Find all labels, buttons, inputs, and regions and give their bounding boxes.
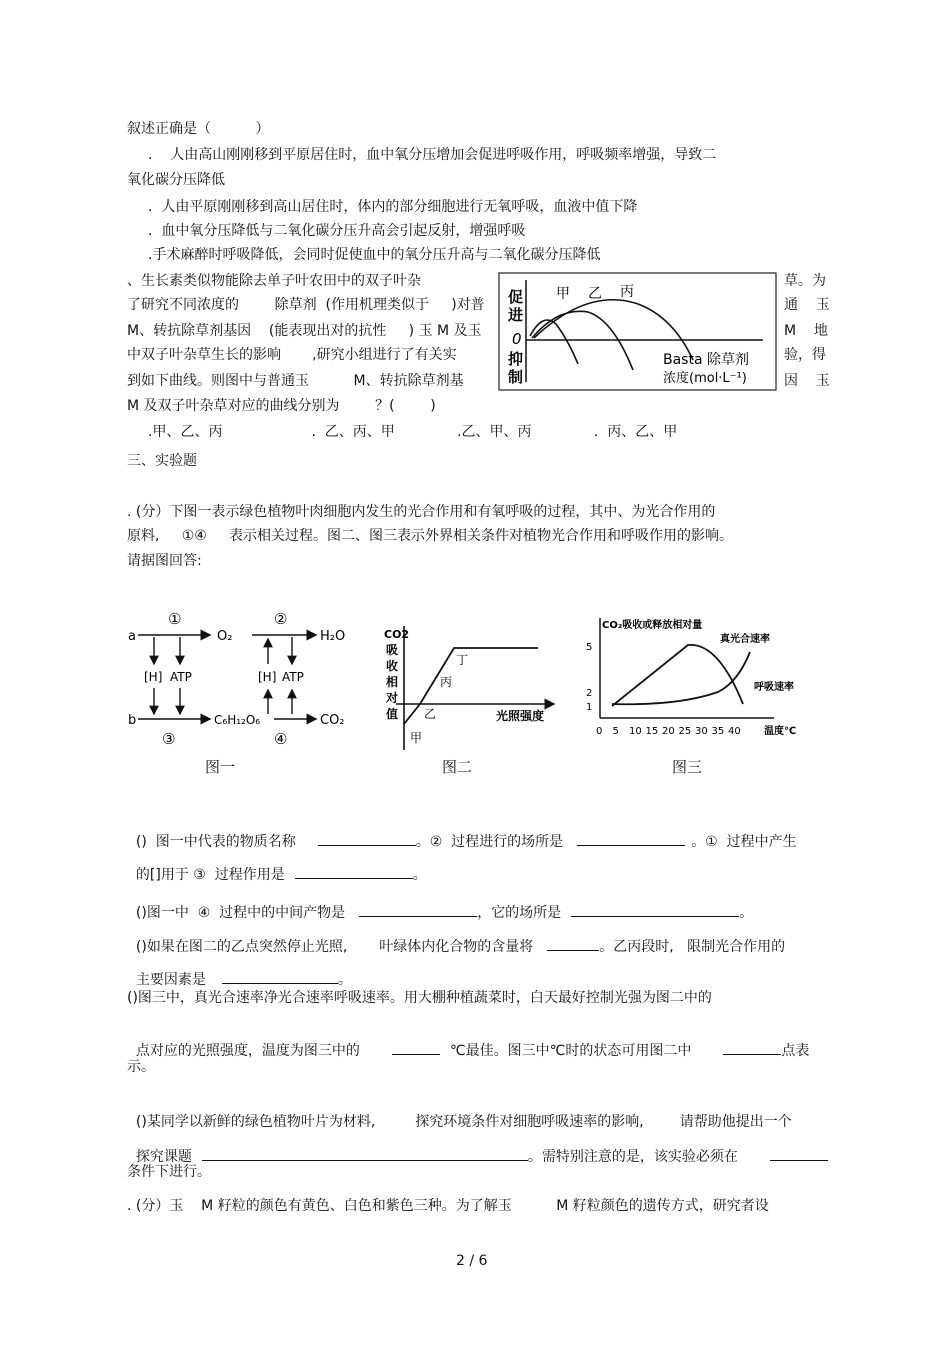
fig3-xtick: 0 (596, 726, 603, 737)
graph-zero: 0 (512, 330, 522, 348)
q3-line2: 原料, ①④ 表示相关过程。图二、图三表示外界相关条件对植物光合作用和呼吸作用的影响。 (127, 528, 734, 544)
sub4-text-d: 点表 (781, 1043, 810, 1059)
process-4: ④ (274, 730, 288, 748)
fig3-ytick-1: 1 (586, 702, 593, 713)
label-h-2: [H] (258, 670, 277, 684)
fig3-real-curve (612, 645, 743, 706)
label-o2: O₂ (217, 629, 233, 644)
option-a-line1: . 人由高山刚刚移到平原居住时，血中氧分压增加会促进呼吸作用，呼吸频率增强，导致二 (148, 147, 717, 163)
blank-8[interactable] (392, 1040, 440, 1055)
label-glucose: C₆H₁₂O₆ (214, 713, 261, 727)
sub4-text-c: ℃最佳。图三中℃时的状态可用图二中 (449, 1043, 692, 1059)
blank-4[interactable] (359, 902, 477, 917)
fig2-ylabel-2: 收 (386, 659, 399, 673)
blank-9[interactable] (723, 1040, 781, 1055)
fig2-point-bing: 丙 (440, 675, 453, 689)
sub5-text-a: ()某同学以新鲜的绿色植物叶片为材料, (135, 1114, 376, 1130)
fig3-ytick-2: 2 (586, 688, 593, 699)
q2-right5: 因 玉 (784, 373, 830, 389)
sub4-line1: ()图三中，真光合速率净光合速率呼吸速率。用大棚种植蔬菜时，白天最好控制光强为图二中的 (127, 990, 712, 1006)
figure-three-caption: 图三 (672, 758, 703, 776)
q2-line1: 、生长素类似物能除去单子叶农田中的双子叶杂 (127, 273, 421, 289)
label-b: b (128, 713, 137, 728)
fig3-real-label: 真光合速率 (720, 634, 770, 645)
fig3-xticks (596, 726, 741, 737)
sub3-text-b: 叶绿体内化合物的含量将 (379, 939, 534, 955)
figure-two (378, 618, 568, 750)
fig3-title: CO₂吸收或释放相对量 (602, 620, 703, 631)
option-d: .手术麻醉时呼吸降低，会同时促使血中的氧分压升高与二氧化碳分压降低 (148, 247, 601, 263)
fig3-ytick-5: 5 (586, 642, 593, 653)
option-b: . 人由平原刚刚移到高山居住时，体内的部分细胞进行无氧呼吸，血液中值下降 (148, 199, 638, 215)
page-number: 2 / 6 (456, 1253, 488, 1269)
sub5-text-c: 请帮助他提出一个 (679, 1114, 792, 1130)
curve-jia (530, 320, 578, 364)
sub1-text-a: () 图一中代表的物质名称 (135, 834, 296, 850)
fig3-resp-label: 呼吸速率 (754, 682, 794, 693)
fig3-xunit: 温度℃ (764, 726, 797, 737)
blank-6[interactable] (547, 936, 599, 951)
curve-bing (534, 300, 693, 360)
fig2-ylabel-3: 相 (386, 675, 399, 689)
fig3-xtick: 5 (612, 726, 619, 737)
sub1-text-c: 。① 过程中产生 (691, 834, 797, 850)
label-atp-1: ATP (170, 670, 192, 684)
process-1: ① (168, 610, 182, 628)
q2-right4: 验，得 (784, 347, 826, 363)
figure-two-caption: 图二 (442, 758, 473, 776)
sub5-text-e: 。需特别注意的是，该实验必须在 (527, 1149, 738, 1165)
process-3: ③ (162, 730, 176, 748)
figure-one (124, 608, 360, 753)
fig2-ylabel-4: 对 (386, 691, 399, 705)
process-2: ② (274, 610, 288, 628)
sub5-text-b: 探究环境条件对细胞呼吸速率的影响, (415, 1114, 644, 1130)
q2-line2: 了研究不同浓度的 除草剂 (作用机理类似于 )对普 (127, 297, 485, 313)
fig3-resp-curve (612, 652, 750, 704)
fig3-xtick: 20 (662, 726, 675, 737)
fig3-xtick: 40 (728, 726, 741, 737)
q2-right2: 通 玉 (784, 297, 830, 313)
figure-one-caption: 图一 (205, 758, 236, 776)
sub5-line3: 条件下进行。 (127, 1164, 211, 1180)
label-bing: 丙 (620, 284, 634, 300)
section-title: 三、实验题 (127, 453, 197, 469)
sub4-text-b: 点对应的光照强度，温度为图三中的 (135, 1043, 360, 1059)
sub3-line2: 主要因素是 。 (127, 951, 352, 989)
label-h2o: H₂O (320, 629, 346, 644)
fig2-point-ding: 丁 (456, 653, 469, 667)
blank-10[interactable] (202, 1146, 528, 1161)
q2-options: .甲、乙、丙 . 乙、丙、甲 .乙、甲、丙 . 丙、乙、甲 (148, 424, 678, 440)
fig2-xlabel: 光照强度 (496, 709, 545, 723)
sub2-text-b: ，它的场所是 (477, 905, 562, 921)
fig2-ylabel-5: 值 (386, 707, 399, 721)
graph-x-label-1: Basta 除草剂 (663, 352, 749, 368)
herbicide-graph (498, 272, 778, 392)
q2-line6: M 及双子叶杂草对应的曲线分别为 ？( ) (127, 398, 436, 414)
blank-3[interactable] (295, 864, 413, 879)
fig3-xtick: 30 (695, 726, 708, 737)
graph-x-label-2: 浓度(mol·L⁻¹) (663, 371, 747, 386)
graph-y-promote-1: 促 (508, 288, 524, 306)
fig3-xtick: 25 (678, 726, 692, 737)
sub2-line: ()图一中 ④ 过程中的中间产物是 ，它的场所是 。 (127, 884, 753, 922)
sub3-text-a: ()如果在图二的乙点突然停止光照, (135, 939, 348, 955)
sub1-text-d: 的[]用于 ③ 过程作用是 (135, 867, 285, 883)
q2-right1: 草。为 (784, 273, 826, 289)
figure-three (578, 612, 818, 742)
fig2-point-jia: 甲 (410, 731, 423, 745)
label-a: a (128, 629, 136, 644)
label-h-1: [H] (144, 670, 163, 684)
q2-line4: 中双子叶杂草生长的影响 ,研究小组进行了有关实 (127, 347, 457, 363)
fig2-ylabel-1: 吸 (386, 643, 399, 657)
sub2-text-a: ()图一中 ④ 过程中的中间产物是 (135, 905, 346, 921)
label-jia: 甲 (556, 286, 570, 302)
fig3-xtick: 35 (711, 726, 725, 737)
fig2-ylabel-co2: CO2 (384, 628, 410, 641)
option-a-line2: 氧化碳分压降低 (127, 172, 225, 188)
graph-y-inhibit-1: 抑 (508, 350, 524, 368)
label-yi: 乙 (588, 286, 602, 302)
question-lead: 叙述正确是（ ） (127, 121, 270, 137)
sub3-text-d: 主要因素是 (135, 972, 206, 988)
sub5-line1 (127, 1095, 792, 1131)
option-c: . 血中氧分压降低与二氧化碳分压升高会引起反射，增强呼吸 (148, 223, 526, 239)
q3-line1: . (分）下图一表示绿色植物叶肉细胞内发生的光合作用和有氧呼吸的过程，其中、为光合作用的 (127, 504, 716, 520)
sub1-line2: 的[]用于 ③ 过程作用是 。 (127, 846, 427, 884)
blank-1[interactable] (318, 831, 416, 846)
q2-right3: M 地 (784, 323, 828, 339)
q2-line5: 到如下曲线。则图中与普通玉 M、转抗除草剂基 (127, 373, 464, 389)
sub4-line3: 示。 (127, 1059, 155, 1075)
q3-line3: 请据图回答: (127, 553, 202, 569)
q2-line3: M、转抗除草剂基因 (能表现出对的抗性 ) 玉 M 及玉 (127, 323, 482, 339)
sub4-line2 (127, 1022, 809, 1060)
sub5-line2 (127, 1128, 828, 1166)
sub1-text-b: 。② 过程进行的场所是 (415, 834, 564, 850)
sub5-text-d: 探究课题 (135, 1149, 192, 1165)
label-co2: CO₂ (320, 713, 345, 728)
fig3-xtick: 15 (645, 726, 659, 737)
fig2-point-yi: 乙 (424, 707, 437, 721)
label-atp-2: ATP (282, 670, 304, 684)
fig3-xtick: 10 (629, 726, 642, 737)
sub3-text-c: 。乙丙段时, 限制光合作用的 (599, 939, 786, 955)
blank-5[interactable] (571, 902, 739, 917)
blank-7[interactable] (222, 969, 338, 984)
q4-line: . (分）玉 M 籽粒的颜色有黄色、白色和紫色三种。为了解玉 M 籽粒颜色的遗传方式，研究者设 (127, 1198, 769, 1214)
blank-2[interactable] (577, 831, 685, 846)
graph-y-inhibit-2: 制 (508, 368, 524, 386)
blank-11[interactable] (770, 1146, 828, 1161)
graph-y-promote-2: 进 (508, 306, 524, 324)
